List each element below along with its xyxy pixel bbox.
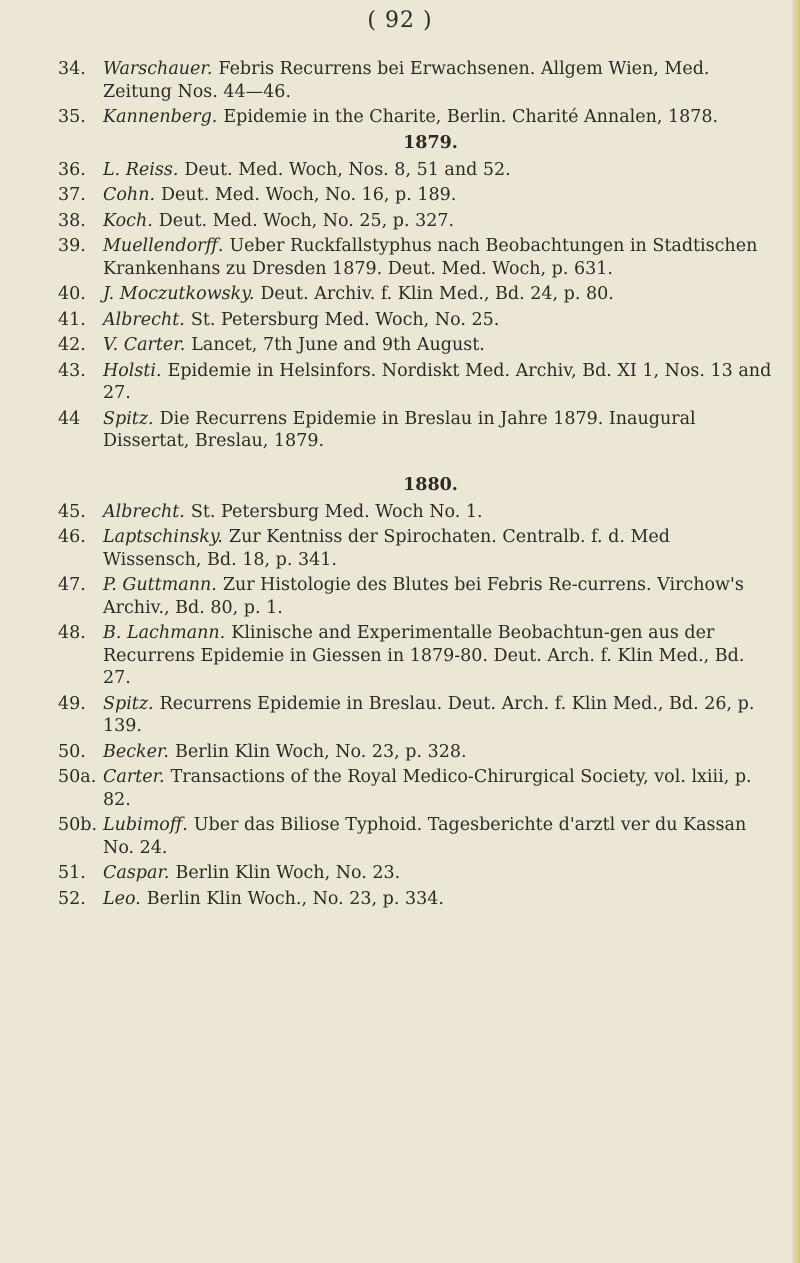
entry-text: St. Petersburg Med. Woch No. 1. — [190, 501, 483, 522]
entry-author: Carter. — [103, 767, 165, 787]
entry-text: Febris Recurrens bei Erwachsenen. Allgem Wien, Med. Zeitung Nos. 44—46. — [103, 59, 710, 102]
entry-number: 51. — [58, 863, 86, 883]
entry-51 — [58, 862, 773, 885]
entry-50b — [58, 814, 773, 859]
bibliography-list — [58, 58, 773, 913]
entry-36 — [58, 159, 773, 182]
entry-44 — [58, 408, 773, 453]
entry-35 — [58, 106, 773, 129]
entry-41 — [58, 309, 773, 332]
entry-author: L. Reiss. — [103, 159, 179, 180]
year-heading-1879: 1879. — [403, 132, 458, 153]
entry-text: St. Petersburg Med. Woch, No. 25. — [190, 309, 500, 330]
entry-number: 41. — [58, 309, 86, 330]
entry-author: Albrecht. — [103, 501, 185, 522]
entry-number: 50. — [58, 741, 86, 762]
entry-48 — [58, 622, 773, 690]
entry-author: Caspar. — [103, 863, 170, 883]
entry-text: Berlin Klin Woch, No. 23, p. 328. — [174, 741, 467, 762]
entry-number: 36. — [58, 159, 86, 180]
entry-number: 45. — [58, 501, 86, 522]
entry-number: 40. — [58, 284, 86, 304]
entry-text: Berlin Klin Woch., No. 23, p. 334. — [146, 888, 444, 909]
entry-number: 50b. — [58, 815, 98, 835]
entry-number: 48. — [58, 623, 86, 643]
page-edge — [792, 0, 800, 1263]
entry-39 — [58, 235, 773, 280]
entry-text: Ueber Ruckfallstyphus nach Beobachtungen in Stadtischen Krankenhans zu Dresden 1879. Deut. Med. Woch, p. 631. — [103, 236, 758, 279]
entry-text: Klinische and Experimentalle Beobachtun-gen aus der Recurrens Epidemie in Giessen in 1879-80. Deut. Arch. f. Klin Med., Bd. 27. — [103, 623, 745, 688]
entry-text: Uber das Biliose Typhoid. Tagesberichte d'arztl ver du Kassan No. 24. — [103, 815, 747, 858]
entry-text: Lancet, 7th June and 9th August. — [191, 335, 485, 355]
entry-author: Cohn. — [103, 185, 156, 205]
entry-author: Spitz. — [103, 408, 154, 429]
entry-number: 50a. — [58, 767, 97, 787]
entry-text: Epidemie in Helsinfors. Nordiskt Med. Archiv, Bd. XI 1, Nos. 13 and 27. — [103, 360, 772, 403]
entry-number: 38. — [58, 210, 86, 231]
entry-text: Die Recurrens Epidemie in Breslau in Jahre 1879. Inaugural Dissertat, Breslau, 1879. — [103, 408, 696, 451]
entry-50 — [58, 741, 773, 764]
entry-author: Albrecht. — [103, 309, 185, 330]
entry-number: 37. — [58, 185, 86, 205]
entry-number: 43. — [58, 360, 86, 381]
entry-38 — [58, 210, 773, 233]
entry-43 — [58, 360, 773, 405]
entry-author: Becker. — [103, 741, 169, 762]
entry-number: 44 — [58, 408, 81, 429]
entry-author: B. Lachmann. — [103, 623, 226, 643]
entry-text: Recurrens Epidemie in Breslau. Deut. Arch. f. Klin Med., Bd. 26, p. 139. — [103, 693, 755, 736]
entry-text: Deut. Med. Woch, No. 16, p. 189. — [161, 185, 457, 205]
entry-number: 34. — [58, 59, 86, 79]
entry-50a — [58, 766, 773, 811]
entry-author: V. Carter. — [103, 335, 186, 355]
entry-52 — [58, 888, 773, 911]
entry-author: Lubimoff. — [103, 815, 188, 835]
entry-text: Berlin Klin Woch, No. 23. — [175, 863, 401, 883]
entry-number: 39. — [58, 236, 86, 256]
entry-number: 42. — [58, 335, 86, 355]
entry-47 — [58, 574, 773, 619]
entry-number: 35. — [58, 107, 86, 127]
entry-text: Deut. Archiv. f. Klin Med., Bd. 24, p. 80. — [260, 284, 614, 304]
page-number: ( 92 ) — [367, 8, 433, 33]
entry-author: Koch. — [103, 210, 153, 231]
entry-number: 52. — [58, 888, 86, 909]
entry-number: 46. — [58, 527, 86, 547]
entry-text: Zur Kentniss der Spirochaten. Centralb. f. d. Med Wissensch, Bd. 18, p. 341. — [103, 527, 670, 570]
entry-text: Deut. Med. Woch, No. 25, p. 327. — [158, 210, 455, 231]
entry-37 — [58, 184, 773, 207]
entry-number: 47. — [58, 575, 86, 595]
entry-author: Muellendorff. — [103, 236, 224, 256]
entry-number: 49. — [58, 693, 86, 714]
entry-author: Laptschinsky. — [103, 527, 223, 547]
entry-author: Kannenberg. — [103, 107, 218, 127]
entry-text: Epidemie in the Charite, Berlin. Charité Annalen, 1878. — [223, 107, 719, 127]
entry-46 — [58, 526, 773, 571]
entry-author: P. Guttmann. — [103, 575, 217, 595]
entry-49 — [58, 693, 773, 738]
entry-author: Leo. — [103, 888, 141, 909]
entry-text: Deut. Med. Woch, Nos. 8, 51 and 52. — [184, 159, 511, 180]
entry-author: Holsti. — [103, 360, 162, 381]
entry-text: Transactions of the Royal Medico-Chirurgical Society, vol. lxiii, p. 82. — [103, 767, 752, 810]
year-heading-1880: 1880. — [403, 474, 458, 495]
entry-author: J. Moczutkowsky. — [103, 284, 255, 304]
entry-author: Warschauer. — [103, 59, 213, 79]
entry-42 — [58, 334, 773, 357]
entry-text: Zur Histologie des Blutes bei Febris Re-currens. Virchow's Archiv., Bd. 80, p. 1. — [103, 575, 744, 618]
entry-author: Spitz. — [103, 693, 154, 714]
entry-40 — [58, 283, 773, 306]
entry-34 — [58, 58, 773, 103]
entry-45 — [58, 501, 773, 524]
